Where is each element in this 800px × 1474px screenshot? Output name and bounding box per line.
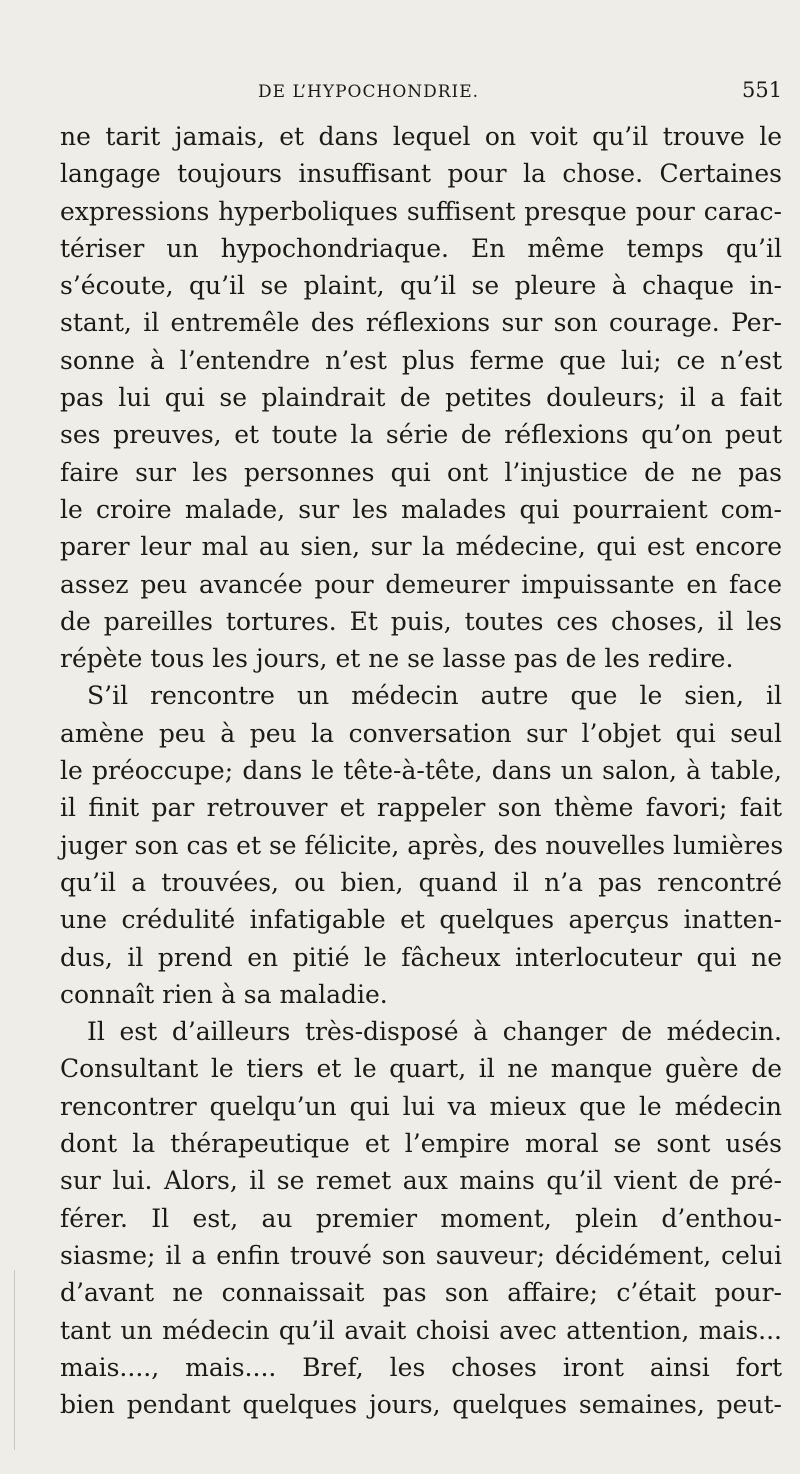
text-line: ses preuves, et toute la série de réflexions qu’on peut	[60, 420, 782, 450]
text-line: siasme; il a enfin trouvé son sauveur; décidément, celui	[60, 1240, 782, 1270]
text-line: le croire malade, sur les malades qui pourraient com-	[60, 494, 782, 524]
text-line: mais...., mais.... Bref, les choses iront ainsi fort	[60, 1352, 782, 1382]
text-line: Consultant le tiers et le quart, il ne manque guère de	[60, 1054, 782, 1084]
text-line: tant un médecin qu’il avait choisi avec attention, mais...	[60, 1315, 782, 1345]
text-line: expressions hyperboliques suffisent presque pour carac-	[60, 196, 782, 226]
text-line: assez peu avancée pour demeurer impuissante en face	[60, 569, 782, 599]
text-line: sonne à l’entendre n’est plus ferme que lui; ce n’est	[60, 345, 782, 375]
text-line: de pareilles tortures. Et puis, toutes ces choses, il les	[60, 606, 782, 636]
text-line: faire sur les personnes qui ont l’injustice de ne pas	[60, 457, 782, 487]
page-number: 551	[742, 78, 783, 102]
text-line: juger son cas et se félicite, après, des nouvelles lumières	[60, 830, 784, 860]
margin-rule	[14, 1270, 15, 1450]
text-line: connaît rien à sa maladie.	[60, 979, 388, 1009]
text-line: s’écoute, qu’il se plaint, qu’il se pleure à chaque in-	[60, 271, 782, 301]
running-head: DE L’HYPOCHONDRIE.	[258, 82, 480, 102]
text-line: tériser un hypochondriaque. En même temps qu’il	[60, 233, 782, 263]
text-line: le préoccupe; dans le tête-à-tête, dans un salon, à table,	[60, 756, 782, 786]
text-line: parer leur mal au sien, sur la médecine, qui est encore	[60, 532, 782, 562]
text-line: répète tous les jours, et ne se lasse pas de les redire.	[60, 644, 734, 674]
page-header	[0, 78, 800, 108]
text-line: Il est d’ailleurs très-disposé à changer de médecin.	[87, 1017, 782, 1047]
text-line: ne tarit jamais, et dans lequel on voit qu’il trouve le	[60, 122, 782, 151]
text-line: dus, il prend en pitié le fâcheux interlocuteur qui ne	[60, 942, 782, 972]
text-line: S’il rencontre un médecin autre que le sien, il	[87, 681, 782, 711]
text-line: bien pendant quelques jours, quelques semaines, peut-	[60, 1390, 782, 1420]
text-line: il finit par retrouver et rappeler son thème favori; fait	[60, 793, 782, 823]
text-line: pas lui qui se plaindrait de petites douleurs; il a fait	[60, 383, 782, 413]
text-line: une crédulité infatigable et quelques aperçus inatten-	[60, 905, 782, 935]
text-line: qu’il a trouvées, ou bien, quand il n’a pas rencontré	[60, 867, 782, 897]
text-line: dont la thérapeutique et l’empire moral se sont usés	[60, 1129, 782, 1159]
body-text	[60, 118, 782, 1423]
text-line: amène peu à peu la conversation sur l’objet qui seul	[60, 718, 782, 748]
text-line: stant, il entremêle des réflexions sur son courage. Per-	[60, 308, 782, 338]
text-line: rencontrer quelqu’un qui lui va mieux que le médecin	[60, 1091, 782, 1121]
text-line: langage toujours insuffisant pour la chose. Certaines	[60, 159, 782, 189]
text-line: férer. Il est, au premier moment, plein d’enthou-	[60, 1203, 782, 1233]
text-line: d’avant ne connaissait pas son affaire; c’était pour-	[60, 1278, 782, 1308]
text-line: sur lui. Alors, il se remet aux mains qu’il vient de pré-	[60, 1166, 782, 1196]
